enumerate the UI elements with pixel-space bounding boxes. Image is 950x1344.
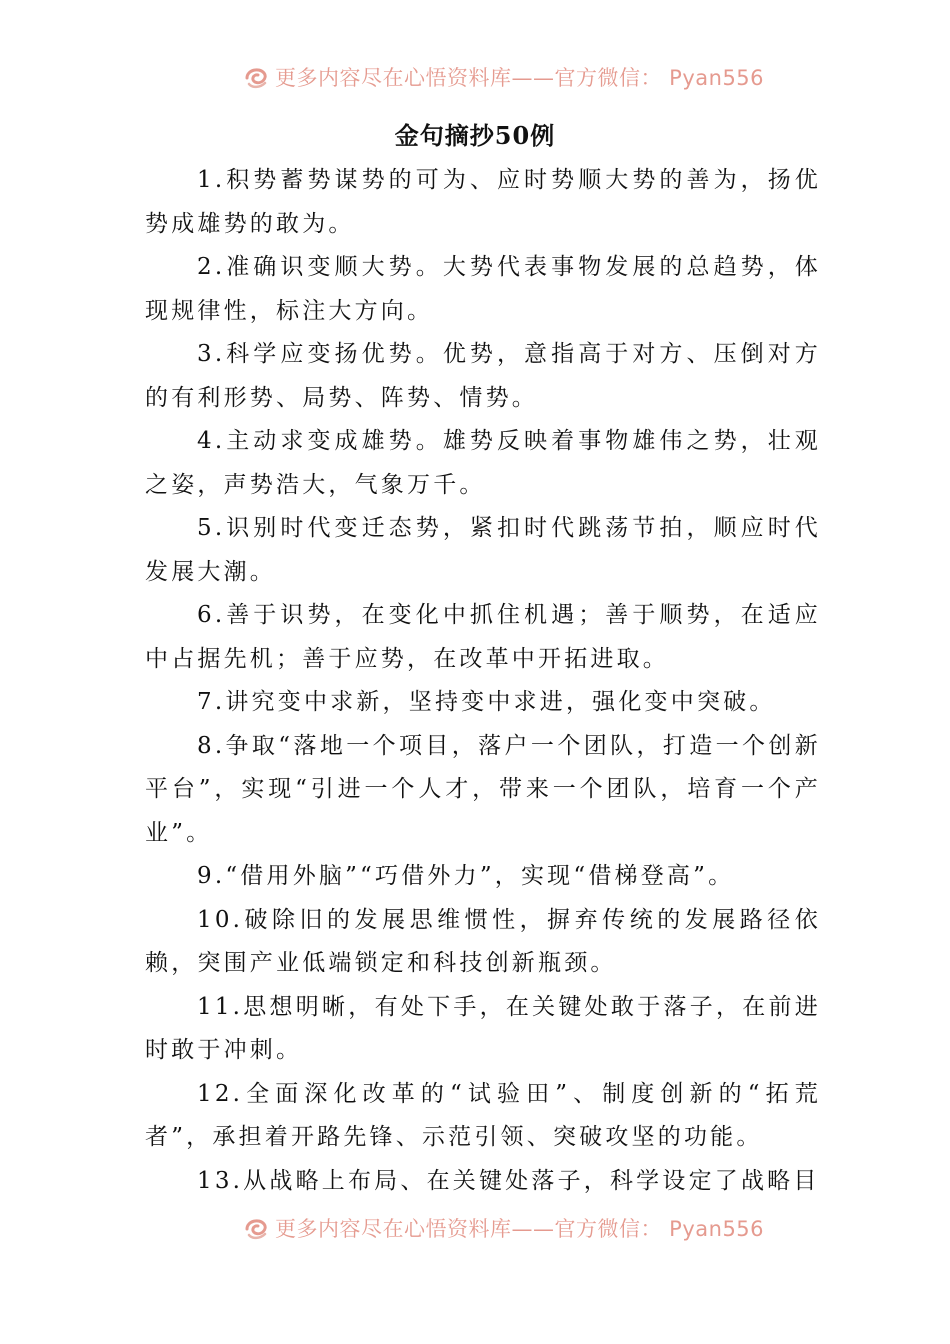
page-title: 金句摘抄50例 <box>394 121 556 150</box>
watermark-text: 更多内容尽在心悟资料库——官方微信： Pyan556 <box>275 1217 765 1241</box>
paragraph-13: 13.从战略上布局、在关键处落子，科学设定了战略目 <box>197 1167 820 1194</box>
paragraph-8: 8.争取“落地一个项目，落户一个团队，打造一个创新平台”，实现“引进一个人才，带来一个团队，培育一个产业”。 <box>145 732 821 846</box>
paragraph-9: 9.“借用外脑”“巧借外力”，实现“借梯登高”。 <box>197 863 735 889</box>
paragraph-6: 6.善于识势，在变化中抓住机遇；善于顺势，在适应中占据先机；善于应势，在改革中开拓进取。 <box>145 602 821 672</box>
paragraph-7: 7.讲究变中求新，坚持变中求进，强化变中突破。 <box>197 689 776 715</box>
paragraph-1: 1.积势蓄势谋势的可为、应时势顺大势的善为，扬优势成雄势的敢为。 <box>145 167 821 237</box>
document-body <box>145 159 821 1203</box>
paragraph-3: 3.科学应变扬优势。优势，意指高于对方、压倒对方的有利形势、局势、阵势、情势。 <box>145 341 821 411</box>
paragraph-10: 10.破除旧的发展思维惯性，摒弃传统的发展路径依赖，突围产业低端锁定和科技创新瓶颈。 <box>145 906 821 976</box>
paragraph-12: 12.全面深化改革的“试验田”、制度创新的“拓荒者”，承担着开路先锋、示范引领、突破攻坚的功能。 <box>145 1080 821 1150</box>
swirl-logo-icon <box>243 64 269 90</box>
watermark-text: 更多内容尽在心悟资料库——官方微信： Pyan556 <box>275 66 765 90</box>
watermark-header <box>0 52 950 92</box>
watermark-footer <box>0 1203 950 1243</box>
paragraph-4: 4.主动求变成雄势。雄势反映着事物雄伟之势，壮观之姿，声势浩大，气象万千。 <box>145 428 821 498</box>
paragraph-5: 5.识别时代变迁态势，紧扣时代跳荡节拍，顺应时代发展大潮。 <box>145 515 821 585</box>
swirl-logo-icon <box>243 1215 269 1241</box>
paragraph-2: 2.准确识变顺大势。大势代表事物发展的总趋势，体现规律性，标注大方向。 <box>145 254 821 324</box>
paragraph-11: 11.思想明晰，有处下手，在关键处敢于落子，在前进时敢于冲刺。 <box>145 993 821 1063</box>
